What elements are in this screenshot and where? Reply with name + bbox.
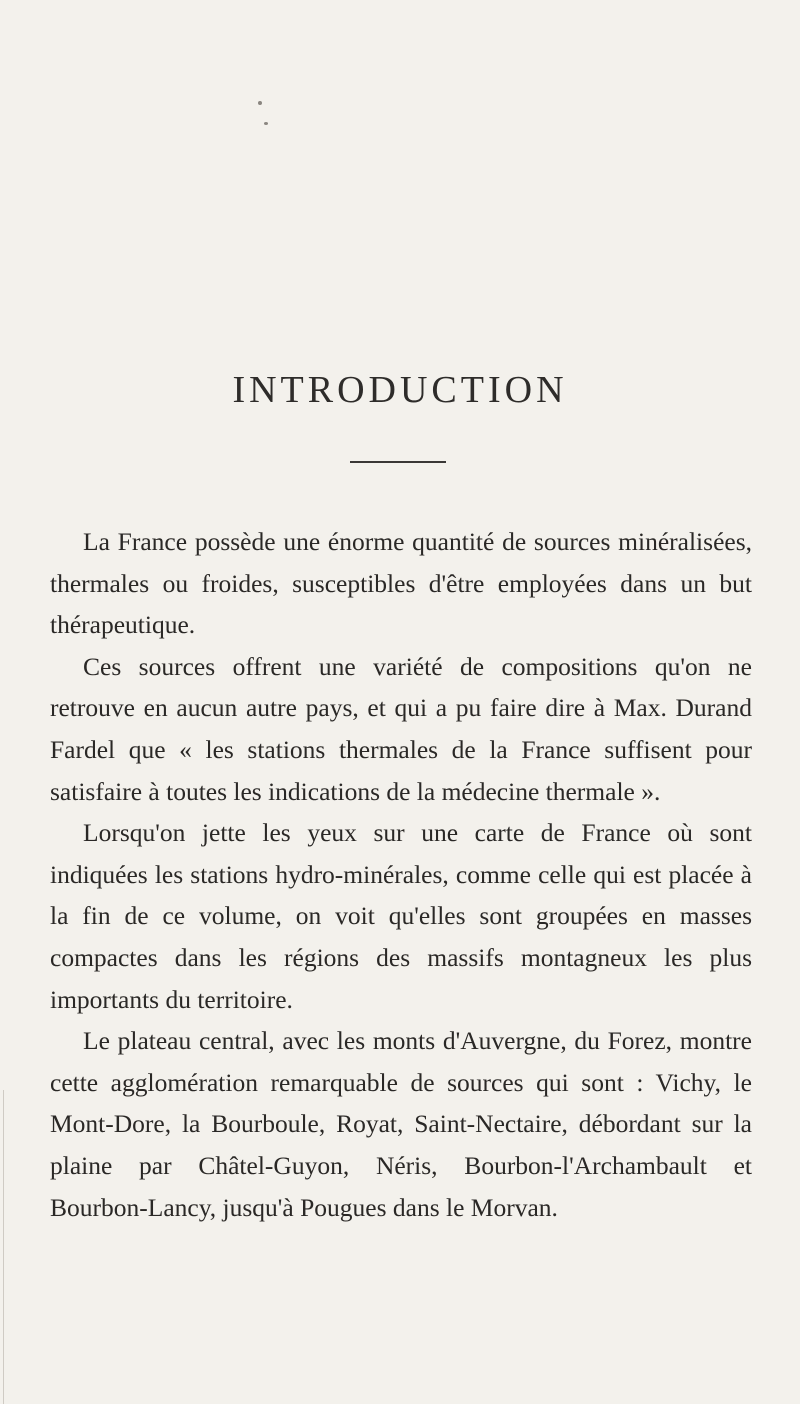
body-text xyxy=(50,521,752,1228)
paragraph-1: La France possède une énorme quantité de sources minéralisées, thermales ou froides, susceptibles d'être employées dans un but thérapeutique. xyxy=(50,527,752,640)
print-speck xyxy=(258,101,262,105)
paragraph-4: Le plateau central, avec les monts d'Auvergne, du Forez, montre cette agglomération remarquable de sources qui sont : Vichy, le Mont-Dore, la Bourboule, Royat, Saint-Nectaire, débordant sur la plaine par Châtel-Guyon, Néris, Bourbon-l'Archambault et Bourbon-Lancy, jusqu'à Pougues dans le Morvan. xyxy=(50,1026,752,1222)
print-speck xyxy=(264,122,268,125)
paragraph-2: Ces sources offrent une variété de compositions qu'on ne retrouve en aucun autre pays, et qui a pu faire dire à Max. Durand Fardel que « les stations thermales de la France suffisent pour satisfaire à toutes les indications de la médecine thermale ». xyxy=(50,651,752,806)
chapter-title: INTRODUCTION xyxy=(232,369,568,411)
page-edge-line xyxy=(3,1090,4,1404)
paragraph-3: Lorsqu'on jette les yeux sur une carte de France où sont indiquées les stations hydro-minérales, comme celle qui est placée à la fin de ce volume, on voit qu'elles sont groupées en masses compactes dans les régions des massifs montagneux les plus importants du territoire. xyxy=(50,818,752,1014)
title-divider xyxy=(350,461,446,463)
